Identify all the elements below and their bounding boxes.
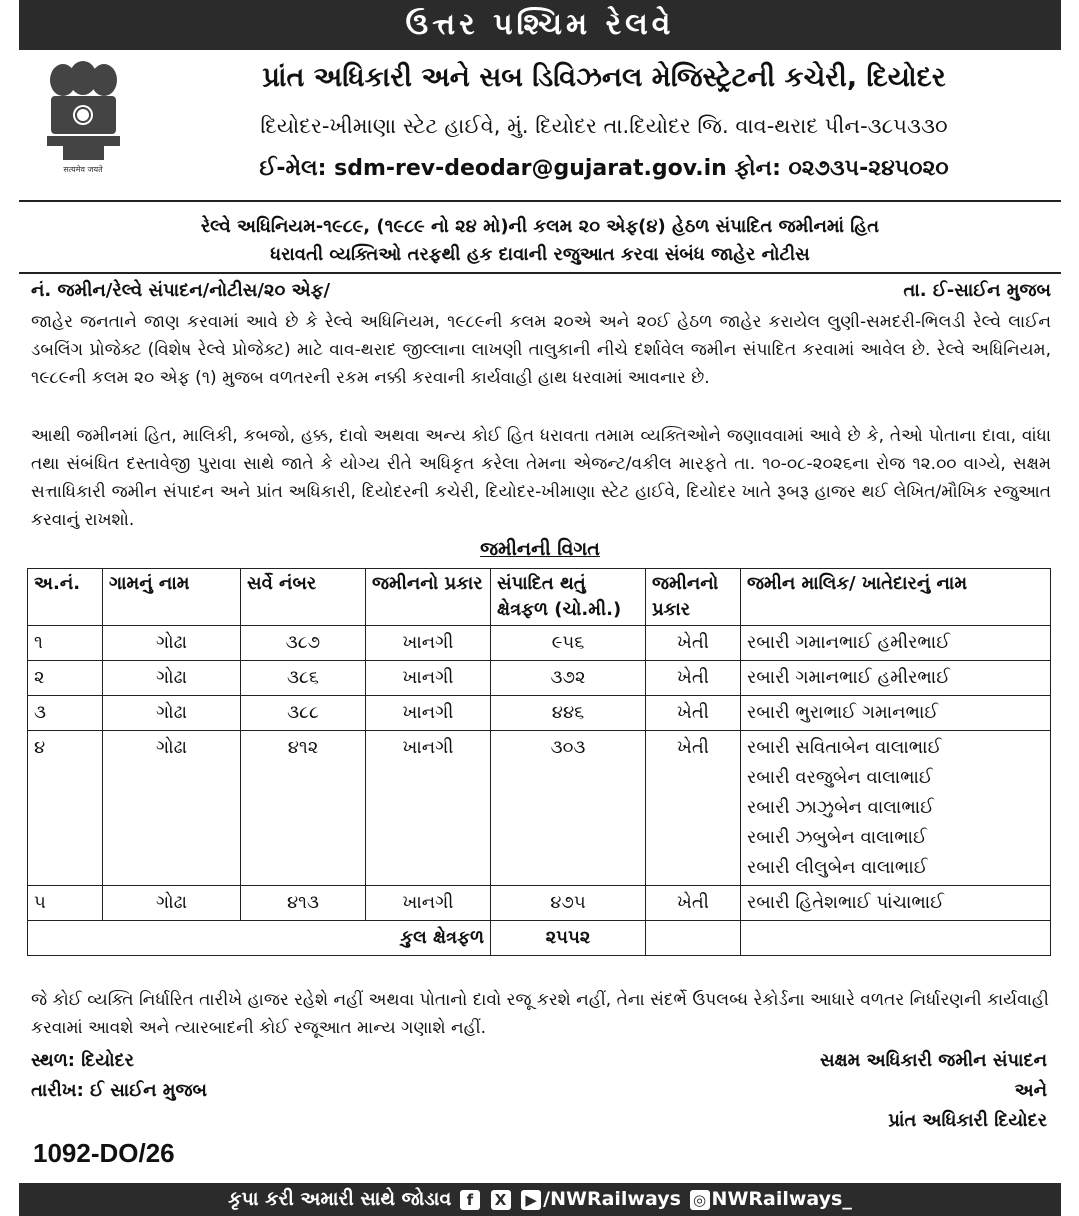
col-village: ગામનું નામ — [103, 569, 241, 626]
owner-name: રબારી ગમાનભાઈ હમીરભાઈ — [747, 632, 951, 653]
footer-handle-2[interactable]: NWRailways_ — [711, 1188, 852, 1210]
office-address: દિયોદર-ખીમાણા સ્ટેટ હાઈવે, મું. દિયોદર તા.દિયોદર જિ. વાવ-થરાદ પીન-૩૮૫૩૩૦ — [260, 114, 948, 138]
cell-village: ગોઢા — [103, 731, 241, 886]
table-total-row — [28, 921, 1051, 956]
cell-land-use: ખેતી — [646, 696, 741, 731]
cell-land-type: ખાનગી — [366, 731, 491, 886]
cell-owner — [741, 626, 1051, 661]
signatory-line3: પ્રાંત અધિકારી દિયોદર — [888, 1110, 1047, 1131]
owner-name: રબારી ભુરાભાઈ ગમાનભાઈ — [747, 702, 939, 723]
signature-block — [820, 1046, 1047, 1136]
cell-village: ગોઢા — [103, 696, 241, 731]
cell-land-use: ખેતી — [646, 626, 741, 661]
cell-owner — [741, 731, 1051, 886]
footer-bar — [19, 1183, 1061, 1216]
table-row — [28, 661, 1051, 696]
reference-number: નં. જમીન/રેલ્વે સંપાદન/નોટીસ/૨૦ એફ/ — [31, 280, 331, 301]
notice-title — [29, 213, 1051, 269]
owner-name: રબારી ઝાઝુબેન વાલાભાઈ — [747, 797, 935, 818]
cell-land-type: ખાનગી — [366, 886, 491, 921]
notice-title-line2: ધરાવતી વ્યક્તિઓ તરફથી હક દાવાની રજુઆત કરવા સંબંધ જાહેર નોટીસ — [270, 244, 810, 265]
cell-area: ૪૭૫ — [491, 886, 646, 921]
col-survey: સર્વે નંબર — [241, 569, 366, 626]
cell-village: ગોઢા — [103, 886, 241, 921]
instagram-icon[interactable]: ◎ — [690, 1190, 710, 1210]
x-icon[interactable]: X — [491, 1190, 511, 1210]
signatory-line2: અને — [1014, 1080, 1047, 1101]
cell-land-use: ખેતી — [646, 731, 741, 886]
cell-serial: ૫ — [28, 886, 103, 921]
cell-survey: ૩૮૭ — [241, 626, 366, 661]
cell-serial: ૧ — [28, 626, 103, 661]
total-area-label: કુલ ક્ષેત્રફળ — [28, 921, 491, 956]
owner-name: રબારી સવિતાબેન વાલાભાઈ — [747, 737, 942, 758]
emblem-caption: सत्यमेव जयते — [63, 165, 103, 174]
date: તારીખ: ઈ સાઈન મુજબ — [31, 1080, 207, 1101]
cell-serial: ૨ — [28, 661, 103, 696]
total-area-value: ૨૫૫૨ — [491, 921, 646, 956]
cell-serial: ૩ — [28, 696, 103, 731]
reference-date: તા. ઈ-સાઈન મુજબ — [903, 280, 1051, 301]
cell-owner — [741, 661, 1051, 696]
col-land-type: જમીનનો પ્રકાર — [366, 569, 491, 626]
cell-survey: ૩૮૬ — [241, 661, 366, 696]
table-header-row — [28, 569, 1051, 626]
cell-area: ૪૪૬ — [491, 696, 646, 731]
closing-paragraph: જે કોઈ વ્યક્તિ નિર્ધારિત તારીખે હાજર રહેશે નહીં અથવા પોતાનો દાવો રજૂ કરશે નહીં, તેના સંદર્ભે ઉપલબ્ધ રેકોર્ડના આધારે વળતર નિર્ધારણની કાર્યવાહી કરવામાં આવશે અને ત્યારબાદની કોઈ રજૂઆત માન્ય ગણાશે નહીં. — [31, 990, 1049, 1038]
cell-land-use: ખેતી — [646, 886, 741, 921]
col-land-use: જમીનનો પ્રકાર — [646, 569, 741, 626]
table-heading: જમીનની વિગત — [480, 538, 600, 560]
cell-survey: ૪૧૩ — [241, 886, 366, 921]
empty-cell — [741, 921, 1051, 956]
cell-survey: ૪૧૨ — [241, 731, 366, 886]
table-row — [28, 626, 1051, 661]
table-row — [28, 731, 1051, 886]
place: સ્થળ: દિયોદર — [31, 1050, 134, 1071]
divider — [19, 200, 1061, 202]
cell-survey: ૩૮૮ — [241, 696, 366, 731]
footer-text: કૃપા કરી અમારી સાથે જોડાવ — [228, 1188, 452, 1210]
col-owner: જમીન માલિક/ ખાતેદારનું નામ — [741, 569, 1051, 626]
col-serial: અ.નં. — [28, 569, 103, 626]
cell-land-type: ખાનગી — [366, 696, 491, 731]
divider — [19, 272, 1061, 274]
notice-title-line1: રેલ્વે અધિનિયમ-૧૯૮૯, (૧૯૮૯ નો ૨૪ મો)ની કલમ ૨૦ એફ(૪) હેઠળ સંપાદિત જમીનમાં હિત — [200, 216, 880, 237]
banner-title: ઉત્તર પશ્ચિમ રેલવે — [19, 0, 1061, 50]
footer-handle-1[interactable]: /NWRailways — [543, 1188, 681, 1210]
col-area: સંપાદિત થતું ક્ષેત્રફળ (ચો.મી.) — [491, 569, 646, 626]
land-details-table — [27, 568, 1051, 956]
cell-village: ગોઢા — [103, 661, 241, 696]
facebook-icon[interactable]: f — [460, 1190, 480, 1210]
youtube-icon[interactable]: ▶ — [521, 1190, 541, 1210]
cell-village: ગોઢા — [103, 626, 241, 661]
owner-name: રબારી ઝબુબેન વાલાભાઈ — [747, 827, 927, 848]
place-date-block — [31, 1046, 207, 1106]
cell-area: ૩૭૨ — [491, 661, 646, 696]
table-row — [28, 696, 1051, 731]
owner-name: રબારી ગમાનભાઈ હમીરભાઈ — [747, 667, 951, 688]
notice-paragraph-2: આથી જમીનમાં હિત, માલિકી, કબજો, હક્ક, દાવો અથવા અન્ય કોઈ હિત ધરાવતા તમામ વ્યક્તિઓને જણાવવામાં આવે છે કે, તેઓ પોતાના દાવા, વાંધા તથા સંબંધિત દસ્તાવેજી પુરાવા સાથે જાતે કે યોગ્ય રીતે અધિકૃત કરેલા તેમના એજન્ટ/વકીલ મારફતે તા. ૧૦-૦૮-૨૦૨૬ના રોજ ૧૨.૦૦ વાગ્યે, સક્ષમ સત્તાધિકારી જમીન સંપાદન અને પ્રાંત અધિકારી, દિયોદરની કચેરી, દિયોદર-ખીમાણા સ્ટેટ હાઈવે, દિયોદર ખાતે રૂબરૂ હાજર થઈ લેખિત/મૌખિક રજુઆત કરવાનું રાખશો. — [31, 426, 1051, 530]
office-name: પ્રાંત અધિકારી અને સબ ડિવિઝનલ મેજિસ્ટ્રેટની કચેરી, દિયોદર — [262, 62, 946, 93]
notice-code: 1092-DO/26 — [33, 1138, 175, 1168]
cell-land-use: ખેતી — [646, 661, 741, 696]
cell-serial: ૪ — [28, 731, 103, 886]
owner-name: રબારી વરજુબેન વાલાભાઈ — [747, 767, 933, 788]
reference-line — [31, 280, 1051, 306]
office-contact: ઈ-મેલ: sdm-rev-deodar@gujarat.gov.in ફોન: ૦૨૭૩૫-૨૪૫૦૨૦ — [259, 156, 949, 181]
owner-name: રબારી હિતેશભાઈ પાંચાભાઈ — [747, 892, 945, 913]
ashoka-emblem-icon — [41, 58, 126, 176]
cell-land-type: ખાનગી — [366, 661, 491, 696]
notice-paragraph-1: જાહેર જનતાને જાણ કરવામાં આવે છે કે રેલ્વે અધિનિયમ, ૧૯૮૯ની કલમ ૨૦એ અને ૨૦ઈ હેઠળ જાહેર કરાયેલ લુણી-સમદરી-ભિલડી રેલ્વે લાઈન ડબલિંગ પ્રોજેક્ટ (વિશેષ રેલ્વે પ્રોજેક્ટ) માટે વાવ-થરાદ જીલ્લાના લાખણી તાલુકાની નીચે દર્શાવેલ જમીન સંપાદિત કરવામાં આવેલ છે. રેલ્વે અધિનિયમ, ૧૯૮૯ની કલમ ૨૦ એફ (૧) મુજબ વળતરની રકમ નક્કી કરવાની કાર્યવાહી હાથ ધરવામાં આવનાર છે. — [31, 312, 1051, 388]
cell-area: ૩૦૩ — [491, 731, 646, 886]
cell-owner — [741, 696, 1051, 731]
owner-name: રબારી લીલુબેન વાલાભાઈ — [747, 857, 928, 878]
table-row — [28, 886, 1051, 921]
signatory-line1: સક્ષમ અધિકારી જમીન સંપાદન — [819, 1050, 1047, 1071]
cell-owner — [741, 886, 1051, 921]
cell-area: ૯૫૬ — [491, 626, 646, 661]
cell-land-type: ખાનગી — [366, 626, 491, 661]
empty-cell — [646, 921, 741, 956]
notice-page — [19, 0, 1061, 1216]
